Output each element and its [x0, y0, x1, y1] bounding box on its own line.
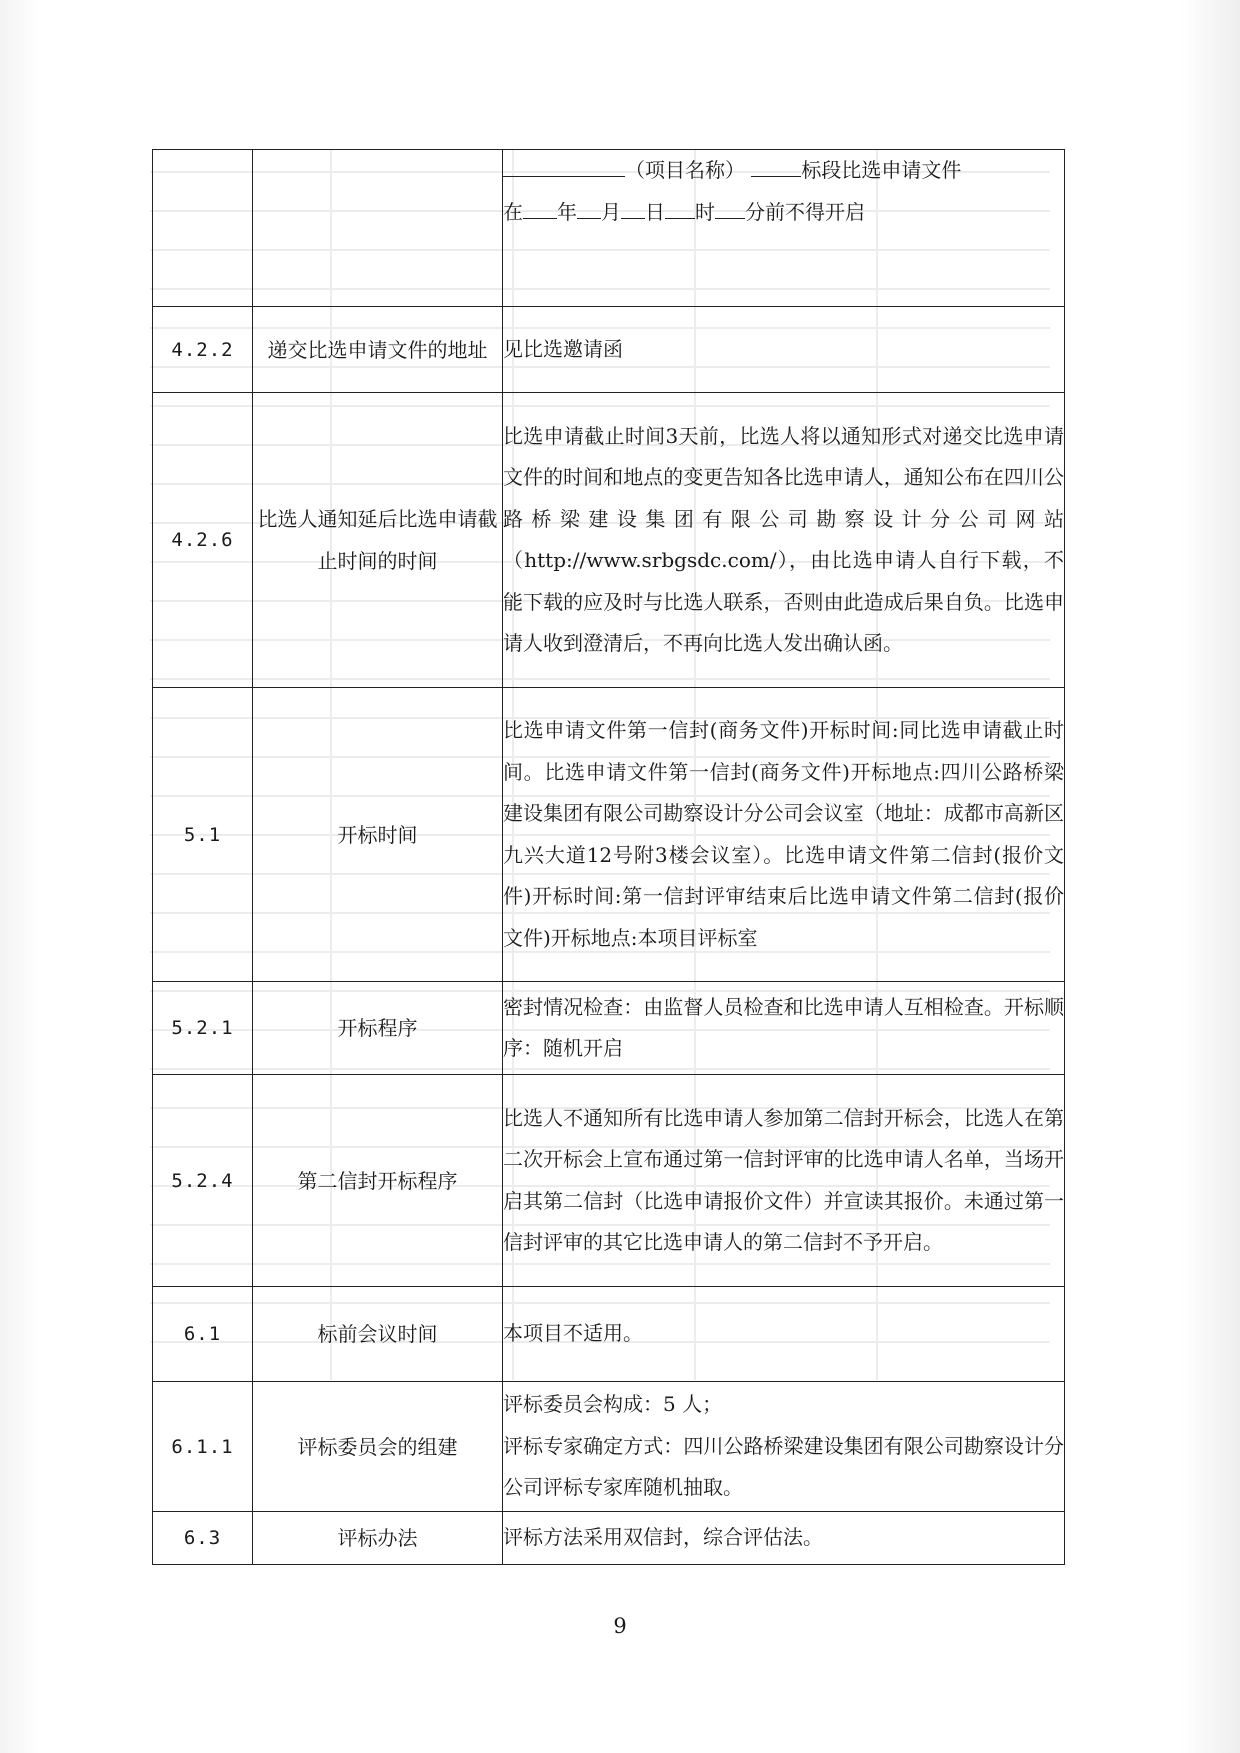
row-content: [503, 1382, 1065, 1512]
expert-selection-method: 评标专家确定方式：四川公路桥梁建设集团有限公司勘察设计分公司评标专家库随机抽取。: [503, 1433, 1064, 1500]
row-number: [153, 150, 253, 307]
row-item-name: 评标委员会的组建: [253, 1382, 503, 1512]
row-number: 4.2.2: [153, 307, 253, 393]
row-content: 比选人不通知所有比选申请人参加第二信封开标会，比选人在第二次开标会上宣布通过第一信封评审的比选申请人名单，当场开启其第二信封（比选申请报价文件）并宣读其报价。未通过第一信封评审的其它比选申请人的第二信封不予开启。: [503, 1075, 1065, 1287]
row-content: [503, 150, 1065, 307]
page-number: 9: [613, 1614, 627, 1638]
blank-underline: [503, 154, 625, 177]
row-content: 比选申请文件第一信封(商务文件)开标时间:同比选申请截止时间。比选申请文件第一信封(商务文件)开标地点:四川公路桥梁建设集团有限公司勘察设计分公司会议室（地址：成都市高新区九兴大道12号附3楼会议室）。比选申请文件第二信封(报价文件)开标时间:第一信封评审结束后比选申请文件第二信封(报价文件)开标地点:本项目评标室: [503, 688, 1065, 982]
row-content: 评标方法采用双信封，综合评估法。: [503, 1512, 1065, 1565]
row-item-name: 评标办法: [253, 1512, 503, 1565]
row-item-name: 开标程序: [253, 982, 503, 1075]
table-row: [153, 1512, 1065, 1565]
row-number: 5.2.4: [153, 1075, 253, 1287]
table-row: [153, 393, 1065, 688]
row-number: 6.1.1: [153, 1382, 253, 1512]
table-row: [153, 982, 1065, 1075]
table-row: [153, 1075, 1065, 1287]
row-number: 6.3: [153, 1512, 253, 1565]
table-row: [153, 1382, 1065, 1512]
table-row: [153, 307, 1065, 393]
row-item-name: 开标时间: [253, 688, 503, 982]
row-number: 5.1: [153, 688, 253, 982]
row-item-name: 比选人通知延后比选申请截止时间的时间: [253, 393, 503, 688]
row-number: 4.2.6: [153, 393, 253, 688]
row-number: 5.2.1: [153, 982, 253, 1075]
row-item-name: [253, 150, 503, 307]
committee-size: 评标委员会构成：5 人；: [503, 1392, 723, 1417]
table-row: [153, 150, 1065, 307]
row-item-name: 第二信封开标程序: [253, 1075, 503, 1287]
row-item-name: 标前会议时间: [253, 1287, 503, 1382]
table-row: [153, 1287, 1065, 1382]
table-row: [153, 688, 1065, 982]
row-content: 密封情况检查：由监督人员检查和比选申请人互相检查。开标顺序：随机开启: [503, 982, 1065, 1075]
envelope-title-line: （项目名称） 标段比选申请文件: [503, 150, 1064, 192]
row-item-name: 递交比选申请文件的地址: [253, 307, 503, 393]
row-content: 本项目不适用。: [503, 1287, 1065, 1382]
envelope-open-time-line: 在 年 月 日 时 分前不得开启: [503, 192, 1064, 234]
blank-underline: [751, 154, 801, 177]
row-content: 见比选邀请函: [503, 307, 1065, 393]
bid-data-table: [152, 149, 1065, 1565]
row-content: 比选申请截止时间3天前，比选人将以通知形式对递交比选申请文件的时间和地点的变更告知各比选申请人，通知公布在四川公路桥梁建设集团有限公司勘察设计分公司网站（http://www.srbgsdc.com/），由比选申请人自行下载，不能下载的应及时与比选人联系，否则由此造成后果自负。比选申请人收到澄清后，不再向比选人发出确认函。: [503, 393, 1065, 688]
row-number: 6.1: [153, 1287, 253, 1382]
